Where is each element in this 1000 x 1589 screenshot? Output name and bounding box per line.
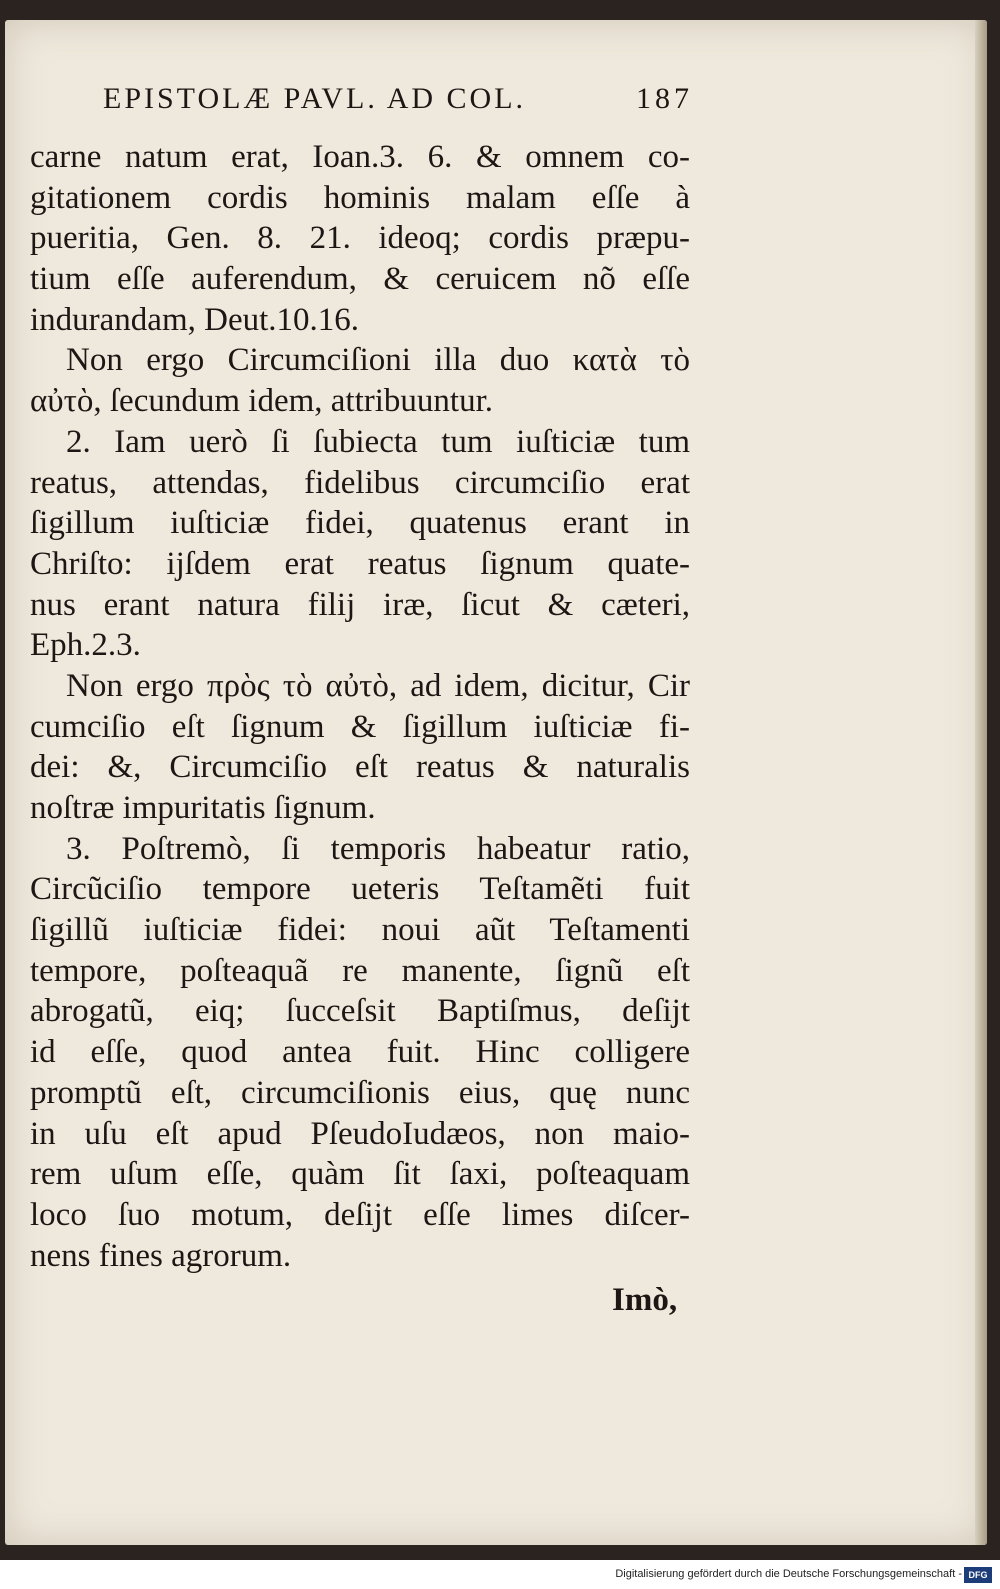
running-title: EPISTOLÆ PAVL. AD COL. bbox=[103, 82, 527, 115]
text-line: loco ſuo motum, deſijt eſſe limes diſcer- bbox=[30, 1196, 690, 1233]
text-line: Circũciſio tempore ueteris Teſtamẽti fuit bbox=[30, 871, 690, 908]
body-text bbox=[30, 137, 690, 1276]
text-line: tempore, poſteaquã re manente, ſignũ eſt bbox=[30, 952, 690, 989]
funding-credit: Digitalisierung gefördert durch die Deutsche Forschungsgemeinschaft - bbox=[615, 1568, 962, 1580]
catchword: Imò, bbox=[612, 1282, 678, 1318]
text-line: Non ergo Circumciſioni illa duo κατὰ τὸ bbox=[66, 342, 690, 379]
text-line: tium eſſe auferendum, & ceruicem nõ eſſe bbox=[30, 261, 690, 298]
text-line: αὐτὸ, ſecundum idem, attribuuntur. bbox=[30, 383, 493, 420]
text-line: indurandam, Deut.10.16. bbox=[30, 301, 360, 338]
text-line: gitationem cordis hominis malam eſſe à bbox=[30, 179, 690, 216]
text-line: ſigillũ iuſticiæ fidei: noui aũt Teſtamenti bbox=[30, 912, 690, 949]
text-line: Eph.2.3. bbox=[30, 627, 141, 664]
text-line: pueritia, Gen. 8. 21. ideoq; cordis præpu- bbox=[30, 220, 690, 257]
text-line: Non ergo πρὸς τὸ αὐτὸ, ad idem, dicitur, Cir bbox=[66, 667, 690, 704]
text-line: id eſſe, quod antea fuit. Hinc colligere bbox=[30, 1034, 690, 1071]
text-line: nens fines agrorum. bbox=[30, 1237, 292, 1274]
text-line: cumciſio eſt ſignum & ſigillum iuſticiæ fi- bbox=[30, 708, 690, 745]
text-line: 2. Iam uerò ſi ſubiecta tum iuſticiæ tum bbox=[66, 423, 690, 460]
text-line: rem uſum eſſe, quàm ſit ſaxi, poſteaquam bbox=[30, 1156, 690, 1193]
text-line: promptũ eſt, circumciſionis eius, quę nunc bbox=[30, 1074, 690, 1111]
text-line: in uſu eſt apud PſeudoIudæos, non maio- bbox=[30, 1115, 690, 1152]
footer-bar bbox=[0, 1560, 1000, 1589]
text-line: abrogatũ, eiq; ſucceſsit Baptiſmus, deſijt bbox=[30, 993, 690, 1030]
dfg-logo-icon: DFG bbox=[964, 1567, 992, 1583]
text-line: reatus, attendas, fidelibus circumciſio erat bbox=[30, 464, 690, 501]
page-header bbox=[103, 82, 693, 124]
text-line: Chriſto: ijſdem erat reatus ſignum quate- bbox=[30, 545, 690, 582]
text-line: ſigillum iuſticiæ fidei, quatenus erant in bbox=[30, 505, 690, 542]
text-line: carne natum erat, Ioan.3. 6. & omnem co- bbox=[30, 139, 690, 175]
page-number: 187 bbox=[636, 82, 693, 115]
text-line: nus erant natura filij iræ, ſicut & cæteri, bbox=[30, 586, 690, 623]
text-line: 3. Poſtremò, ſi temporis habeatur ratio, bbox=[66, 830, 690, 867]
page-edge bbox=[975, 20, 987, 1545]
text-line: dei: &, Circumciſio eſt reatus & naturalis bbox=[30, 749, 690, 786]
text-line: noſtræ impuritatis ſignum. bbox=[30, 790, 376, 826]
